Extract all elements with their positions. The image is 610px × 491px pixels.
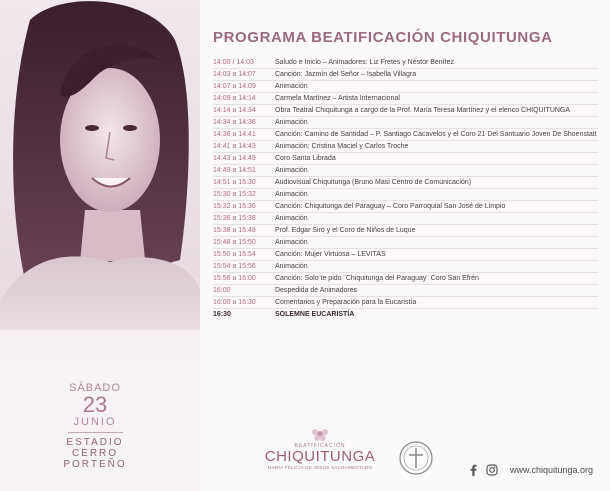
schedule-time: 14:09 a 14:14	[213, 95, 256, 102]
schedule-event: Canción: Jazmín del Señor – Isabella Villagra	[275, 71, 417, 78]
schedule-row	[213, 153, 598, 165]
portrait-panel	[0, 0, 200, 491]
event-day: 23	[82, 392, 108, 417]
schedule-time: 14:43 a 14:49	[213, 155, 256, 162]
schedule-row	[213, 105, 598, 117]
schedule-event: Saludo e Inicio – Animadores: Liz Fretes y Néstor Benítez	[275, 59, 454, 66]
event-date	[50, 382, 140, 470]
venue-line-2: CERRO	[71, 448, 119, 459]
schedule-event: Prof. Edgar Siro y el Coro de Niños de Luque	[275, 227, 416, 234]
schedule-event: SOLEMNE EUCARISTÍA	[275, 311, 355, 318]
schedule-row-final	[213, 309, 598, 320]
schedule-event: Animación	[275, 167, 308, 174]
schedule-row	[213, 141, 598, 153]
schedule-event: Animación	[275, 83, 308, 90]
schedule-time: 14:07 a 14:09	[213, 83, 256, 90]
schedule-time: 14:34 a 14:36	[213, 119, 256, 126]
schedule-event: Animación	[275, 191, 308, 198]
schedule-event: Canción: Chiquitunga del Paraguay – Coro Parroquial San José de Limpio	[275, 203, 506, 210]
logo-top-text: BEATIFICACIÓN	[294, 443, 346, 449]
schedule-row	[213, 69, 598, 81]
schedule-row	[213, 285, 598, 297]
schedule-row	[213, 237, 598, 249]
website-link[interactable]: www.chiquitunga.org	[510, 465, 594, 475]
schedule-event: Obra Teatral Chiquitunga a cargo de la Prof. María Teresa Martínez y el elenco CHIQUITUNGA	[275, 107, 571, 114]
schedule-time: 15:48 a 15:50	[213, 239, 256, 246]
schedule-time: 15:54 a 15:56	[213, 263, 256, 270]
schedule-event: Despedida de Animadores	[275, 287, 358, 294]
schedule-time: 14:36 a 14:41	[213, 131, 256, 138]
schedule-row	[213, 117, 598, 129]
schedule-time: 14:03 a 14:07	[213, 71, 256, 78]
schedule-time: 15:32 a 15:36	[213, 203, 256, 210]
schedule-event: Canción: Camino de Santidad – P. Santiago Cacavelos y el Coro 21 Del Santuario Joven De Shoenstatt	[275, 131, 597, 138]
schedule-event: Canción: Solo te pido ¨Chiquitunga del Paraguay¨ Coro San Efrén	[275, 275, 479, 282]
chiquitunga-logo	[260, 425, 380, 475]
schedule-row	[213, 249, 598, 261]
schedule-row	[213, 177, 598, 189]
schedule-time: 14:14 a 14:34	[213, 107, 256, 114]
schedule-row	[213, 57, 598, 69]
schedule-event: Animación	[275, 215, 308, 222]
schedule-time: 14:51 a 15:30	[213, 179, 256, 186]
schedule-list	[213, 57, 598, 320]
venue-line-1: ESTADIO	[66, 437, 124, 448]
schedule-time: 16:30	[213, 311, 231, 318]
schedule-time: 16:00 a 16:30	[213, 299, 256, 306]
schedule-row	[213, 81, 598, 93]
schedule-row	[213, 213, 598, 225]
schedule-row	[213, 93, 598, 105]
schedule-row	[213, 201, 598, 213]
event-month: JUNIO	[73, 416, 117, 428]
schedule-event: Animación	[275, 119, 308, 126]
schedule-time: 15:36 a 15:38	[213, 215, 256, 222]
schedule-event: Animación	[275, 239, 308, 246]
schedule-row	[213, 261, 598, 273]
schedule-event: Animación: Cristina Maciel y Carlos Troche	[275, 143, 409, 150]
schedule-time: 16:00	[213, 287, 231, 294]
archdiocese-seal-icon	[398, 440, 434, 476]
schedule-event: Audiovisual Chiquitunga (Bruno Masi Centro de Comunicación)	[275, 179, 472, 186]
schedule-time: 15:38 a 15:48	[213, 227, 256, 234]
flower-icon	[308, 425, 332, 443]
logo-subtitle: MARÍA FELICIA DE JESÚS SACRAMENTADO	[267, 465, 373, 470]
facebook-icon[interactable]	[468, 464, 478, 476]
schedule-event: Coro Santa Librada	[275, 155, 336, 162]
schedule-event: Animación	[275, 263, 308, 270]
footer-social	[468, 464, 593, 476]
logo-title: CHIQUITUNGA	[264, 448, 376, 465]
program-title: PROGRAMA BEATIFICACIÓN CHIQUITUNGA	[213, 29, 553, 46]
schedule-row	[213, 297, 598, 309]
schedule-event: Canción: Mujer Virtuosa – LEVITAS	[275, 251, 386, 258]
schedule-event: Comentarios y Preparación para la Eucaristía	[275, 299, 417, 306]
venue-line-3: PORTEÑO	[63, 459, 127, 470]
schedule-row	[213, 129, 598, 141]
schedule-time: 14:49 a 14:51	[213, 167, 256, 174]
schedule-row	[213, 273, 598, 285]
schedule-row	[213, 225, 598, 237]
schedule-time: 15:50 a 15:54	[213, 251, 256, 258]
schedule-event: Carmela Martínez – Artista Internacional	[275, 95, 400, 102]
schedule-row	[213, 165, 598, 177]
instagram-icon[interactable]	[486, 464, 498, 476]
schedule-time: 15:56 a 16:00	[213, 275, 256, 282]
schedule-time: 14:41 a 14:43	[213, 143, 256, 150]
schedule-time: 15:30 a 15:32	[213, 191, 256, 198]
event-weekday: SÁBADO	[69, 382, 121, 394]
schedule-time: 14:00 / 14:03	[213, 59, 254, 66]
date-divider	[68, 432, 123, 433]
schedule-row	[213, 189, 598, 201]
